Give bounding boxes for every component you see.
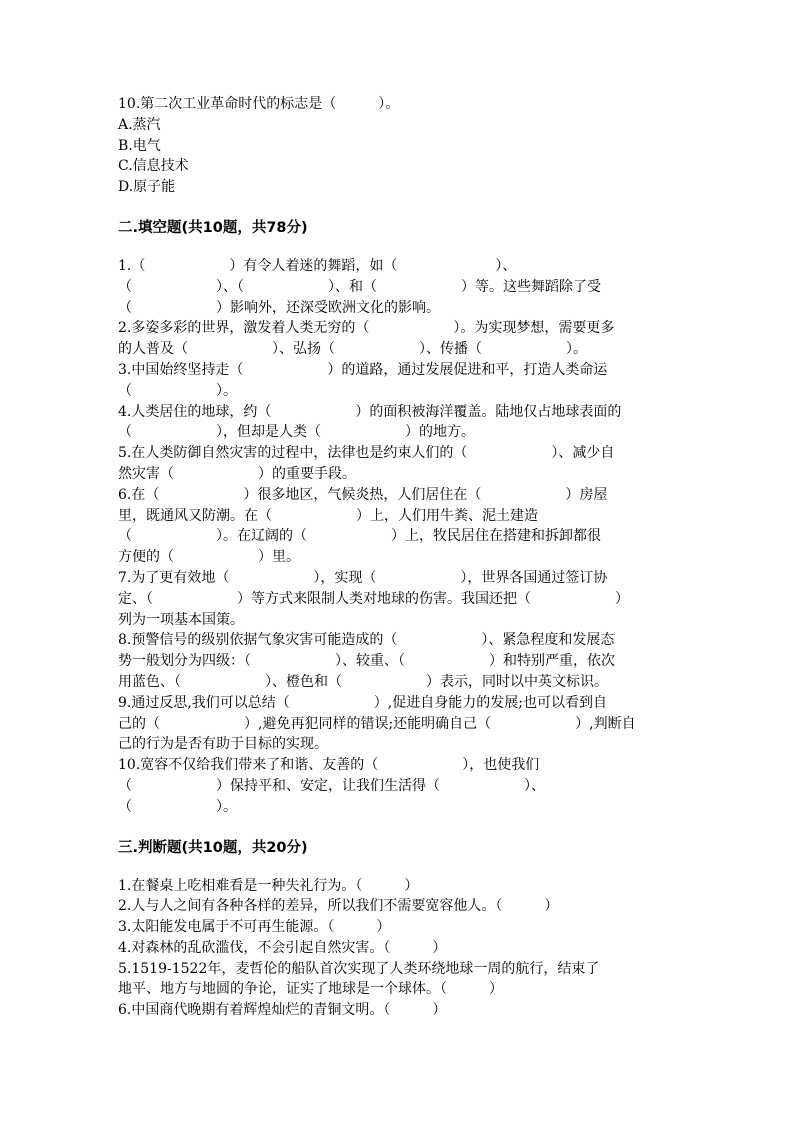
text-line: 地平、地方与地圆的争论，证实了地球是一个球体。（ ）	[118, 981, 503, 998]
section-title-fill: 二.填空题(共10题，共78分)	[118, 219, 308, 236]
question-stem: 10.第二次工业革命时代的标志是（ ）。	[118, 96, 400, 112]
text-line: 的人普及（ ）、弘扬（ ）、传播（ ）。	[118, 341, 587, 358]
text-line: 6.在（ ）很多地区，气候炎热，人们居住在（ ）房屋	[118, 486, 608, 503]
text-line: 1.（ ）有令人着迷的舞蹈，如（ ）、	[118, 257, 517, 274]
choice-question-10	[118, 94, 678, 198]
text-line: 7.为了更有效地（ ），实现（ ），世界各国通过签订协	[118, 569, 608, 586]
section-title-judge: 三.判断题(共10题，共20分)	[118, 839, 308, 856]
text-line: 3.中国始终坚持走（ ）的道路，通过发展促进和平，打造人类命运	[118, 361, 608, 378]
text-line: 里，既通风又防潮。在（ ）上，人们用牛粪、泥土建造	[118, 507, 538, 524]
text-line: 定、（ ）等方式来限制人类对地球的伤害。我国还把（ ）	[118, 590, 629, 607]
text-line: 2.人与人之间有各种各样的差异，所以我们不需要宽容他人。（ ）	[118, 898, 559, 915]
text-line: 然灾害（ ）的重要手段。	[118, 465, 356, 482]
text-line: 10.宽容不仅给我们带来了和谐、友善的（ ），也使我们	[118, 757, 540, 774]
text-line: 4.人类居住的地球，约（ ）的面积被海洋覆盖。陆地仅占地球表面的	[118, 403, 622, 420]
text-line: 用蓝色、（ ）、橙色和（ ）表示，同时以中英文标识。	[118, 673, 608, 690]
exam-page	[118, 94, 678, 1021]
text-line: 势一般划分为四级：（ ）、较重、（ ）和特别严重，依次	[118, 653, 615, 670]
text-line: 己的（ ）,避免再犯同样的错误;还能明确自己（ ）,判断自	[118, 715, 636, 732]
option-a: A.蒸汽	[118, 116, 161, 133]
text-line: （ ）影响外，还深受欧洲文化的影响。	[118, 299, 440, 316]
option-b: B.电气	[118, 137, 161, 154]
text-line: （ ）。	[118, 798, 237, 815]
text-line: （ ）。在辽阔的（ ）上，牧民居住在搭建和拆卸都很	[118, 528, 601, 545]
text-line: 2.多姿多彩的世界，激发着人类无穷的（ ）。为实现梦想，需要更多	[118, 320, 615, 337]
text-line: 4.对森林的乱砍滥伐，不会引起自然灾害。（ ）	[118, 939, 447, 956]
text-line: 己的行为是否有助于目标的实现。	[118, 736, 328, 753]
text-line: （ ）、（ ）、和（ ）等。这些舞蹈除了受	[118, 278, 601, 295]
text-line: 9.通过反思,我们可以总结（ ）,促进自身能力的发展;也可以看到自	[118, 694, 607, 711]
text-line: 6.中国商代晚期有着辉煌灿烂的青铜文明。（ ）	[118, 1002, 447, 1019]
true-false-questions	[118, 876, 678, 1022]
text-line: （ ），但却是人类（ ）的地方。	[118, 424, 475, 441]
text-line: 1.在餐桌上吃相难看是一种失礼行为。（ ）	[118, 877, 419, 894]
option-d: D.原子能	[118, 179, 176, 196]
text-line: 8.预警信号的级别依据气象灾害可能造成的（ ）、紧急程度和发展态	[118, 632, 615, 649]
text-line: 5.1519-1522年，麦哲伦的船队首次实现了人类环绕地球一周的航行，结束了	[118, 960, 600, 977]
text-line: 5.在人类防御自然灾害的过程中，法律也是约束人们的（ ）、减少自	[118, 445, 615, 462]
text-line: （ ）保持平和、安定，让我们生活得（ ）、	[118, 777, 545, 794]
option-c: C.信息技术	[118, 158, 189, 175]
text-line: 列为一项基本国策。	[118, 611, 244, 628]
text-line: 方便的（ ）里。	[118, 549, 300, 566]
text-line: 3.太阳能发电属于不可再生能源。（ ）	[118, 919, 391, 936]
fill-in-questions	[118, 256, 678, 818]
text-line: （ ）。	[118, 382, 237, 399]
